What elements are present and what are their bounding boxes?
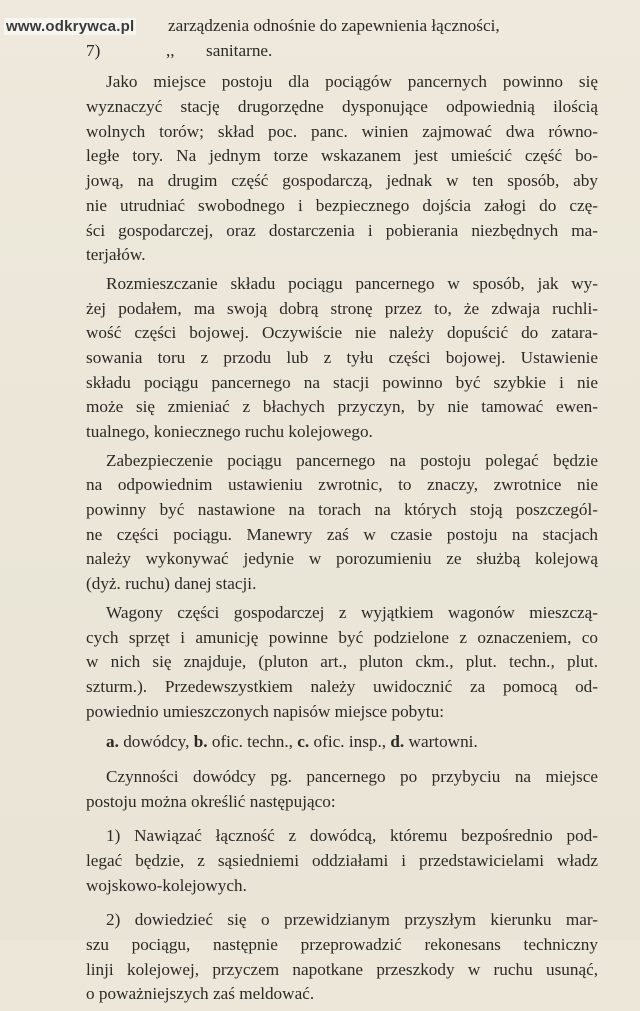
header-item-text: sanitarne.: [206, 40, 273, 60]
list-item-c: ofic. insp.,: [313, 732, 387, 752]
paragraph-line: nie utrudniać swobodnego i bezpiecznego dojścia załogi do czę-: [86, 195, 598, 215]
list-item-a: dowódcy,: [123, 732, 190, 752]
watermark: www.odkrywca.pl: [6, 18, 135, 35]
paragraph-line: postoju można określić następująco:: [86, 791, 336, 811]
numbered-item-1: [86, 824, 598, 898]
header-line-2: [86, 39, 598, 64]
paragraph-line: linji kolejowej, przyczem napotkane przeszkody w ruchu usunąć,: [86, 959, 598, 979]
text-body: [86, 14, 598, 1011]
paragraph-line: wyznaczyć stację drugorzędne dysponujące odpowiednią ilością: [86, 97, 598, 117]
list-letter-c: c.: [297, 732, 310, 752]
paragraph-1: [86, 70, 598, 268]
paragraph-4: [86, 601, 598, 724]
paragraph-line: wość części bojowej. Oczywiście nie należy dopuścić do zatara-: [86, 323, 598, 343]
paragraph-line: ne części pociągu. Manewry zaś w czasie postoju na stacjach: [86, 524, 598, 544]
paragraph-line: legać będzie, z sąsiedniemi oddziałami i przedstawicielami władz: [86, 851, 598, 870]
paragraph-5: [86, 765, 598, 814]
paragraph-line: Wagony części gospodarczej z wyjątkiem wagonów mieszczą-: [106, 602, 598, 622]
list-item-d: wartowni.: [408, 732, 478, 752]
paragraph-line: wolnych torów; skład poc. panc. winien zajmować dwa równo-: [86, 121, 598, 141]
paragraph-line: może się zmieniać z błachych przyczyn, by nie tamować ewen-: [86, 397, 598, 417]
paragraph-line: Czynności dowódcy pg. pancernego po przybyciu na miejsce: [106, 766, 598, 786]
paragraph-line: Rozmieszczanie składu pociągu pancernego w sposób, jak wy-: [106, 273, 598, 293]
location-list: [86, 730, 598, 755]
paragraph-line: terjałów.: [86, 245, 146, 265]
paragraph-line: żej podałem, ma swoją dobrą stronę przez to, że zdwaja ruchli-: [86, 298, 598, 318]
paragraph-line: ległe tory. Na jednym torze wskazanem jest umieścić część bo-: [86, 146, 598, 166]
paragraph-line: Jako miejsce postoju dla pociągów pancernych powinno się: [106, 72, 598, 92]
paragraph-line: należy wykonywać jedynie w porozumieniu ze służbą kolejową: [86, 549, 598, 569]
header-line-1: zarządzenia odnośnie do zapewnienia łączności,: [168, 16, 500, 35]
paragraph-line: sowania toru z przodu lub z tyłu części bojowej. Ustawienie: [86, 347, 598, 367]
paragraph-line: 1) Nawiązać łączność z dowódcą, któremu bezpośrednio pod-: [106, 826, 598, 846]
list-letter-a: a.: [106, 732, 119, 752]
list-letter-d: d.: [390, 732, 405, 752]
paragraph-line: Zabezpieczenie pociągu pancernego na postoju polegać będzie: [106, 450, 598, 470]
paragraph-line: wojskowo-kolejowych.: [86, 875, 247, 895]
list-item-b: ofic. techn.,: [211, 732, 293, 752]
list-letter-b: b.: [193, 732, 208, 752]
paragraph-line: cych sprzęt i amunicję powinne być podzielone z oznaczeniem, co: [86, 627, 598, 647]
paragraph-line: ści gospodarczej, oraz dostarczenia i pobierania niezbędnych ma-: [86, 220, 598, 240]
paragraph-2: [86, 272, 598, 445]
paragraph-line: jową, na drugim część gospodarczą, jednak w ten sposób, aby: [86, 171, 598, 191]
paragraph-line: szu pociągu, następnie przeprowadzić rekonesans techniczny: [86, 935, 598, 955]
paragraph-line: o poważniejszych zaś meldować.: [86, 984, 315, 1004]
paragraph-line: powiednio umieszczonych napisów miejsce pobytu:: [86, 701, 444, 721]
paragraph-line: szturm.). Przedewszystkiem należy uwidocznić za pomocą od-: [86, 676, 598, 696]
paragraph-line: na odpowiednim ustawieniu zwrotnic, to znaczy, zwrotnice nie: [86, 475, 598, 495]
paragraph-3: [86, 449, 598, 597]
list-number: 7): [86, 40, 101, 60]
ditto-mark: ,,: [166, 40, 175, 60]
paragraph-line: (dyż. ruchu) danej stacji.: [86, 574, 257, 594]
paragraph-line: w nich się znajduje, (pluton art., pluton ckm., plut. techn., plut.: [86, 652, 598, 672]
paragraph-line: tualnego, koniecznego ruchu kolejowego.: [86, 422, 373, 441]
paragraph-line: powinny być nastawione na torach na których stoją poszczegól-: [86, 500, 598, 520]
numbered-item-2: [86, 908, 598, 1007]
paragraph-line: składu pociągu pancernego na stacji powinno być szybkie i nie: [86, 372, 598, 392]
paragraph-line: 2) dowiedzieć się o przewidzianym przyszłym kierunku mar-: [106, 910, 598, 930]
